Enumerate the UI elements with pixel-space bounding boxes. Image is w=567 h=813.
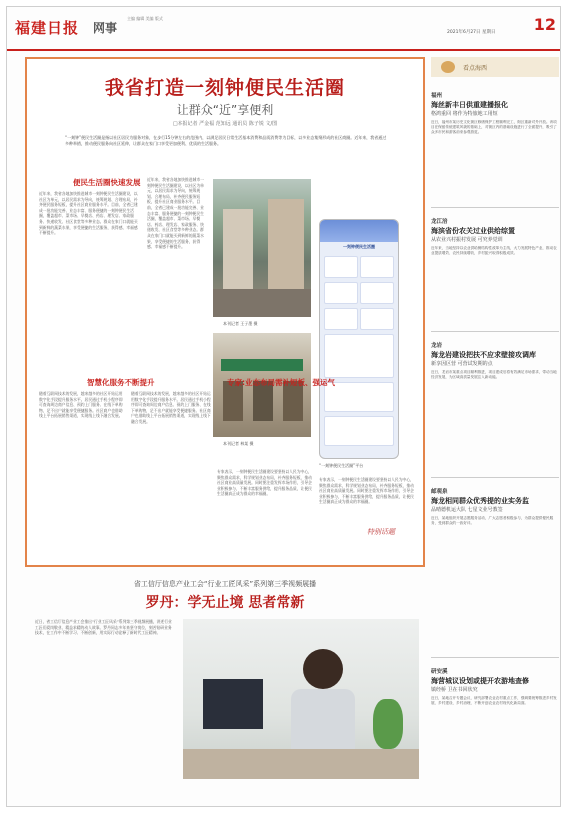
street-road [213, 289, 311, 317]
app-tile [324, 308, 358, 330]
sidebar-item [431, 217, 559, 314]
sidebar-item [431, 487, 559, 636]
issue-date: 2021年6月27日 星期日 [447, 30, 496, 35]
sidebar-item-body: 近日，龙岩市某重点项目顺利推进，项目建成后将有效满足市场需求，带动当地经济发展，为区域高质量发展注入新动能。 [431, 370, 557, 380]
street-photo [213, 179, 311, 317]
app-list-tile [324, 416, 394, 446]
sidebar-divider [431, 477, 559, 478]
column-stamp: 特别话题 [367, 528, 395, 536]
newspaper-page [6, 6, 561, 807]
sidebar-item-sub: 从农业兴村振村发展 可究养觉训 [431, 237, 503, 243]
page-number: 12 [533, 15, 556, 34]
sidebar-item [431, 667, 559, 796]
building-facade [268, 199, 304, 289]
section2-title: 智慧化服务不断提升 [87, 378, 155, 387]
sidebar-divider [431, 657, 559, 658]
app-screenshot [319, 219, 399, 459]
building-facade [223, 209, 253, 289]
sidebar-item-place: 邮观泉 [431, 489, 448, 495]
app-map-tile [324, 334, 394, 378]
sidebar-divider [431, 207, 559, 208]
lead-byline: □本报记者 严金福 范知远 通讯员 陈子锐 文/图 [172, 121, 278, 127]
lead-subhead: 让群众“近”享便利 [176, 103, 274, 117]
section1-text-cont: 近年来，我省各地加快推进城市一刻钟便民生活圈建设，以社区为单元，以居民需求为导向，统筹规划、合理布局，补齐便民服务短板，提升社区商业服务水平。目前，全省已建成一批功能完善、业态丰富、服务便捷的一刻钟便民生活圈，覆盖超市、菜市场、早餐店、药店、理发店、家政服务、快递收发、社区食堂等多种业态。群众在家门口就能买到新鲜的蔬菜水果，享受便捷的生活服务，获得感、幸福感不断提升。 [147, 177, 204, 250]
second-kicker: 省工信厅信息产业工会“行业工匠风采”系列第三季视频展播 [133, 580, 317, 588]
shop-sign [221, 359, 303, 371]
plant [373, 699, 403, 749]
sidebar-item-sub: 格鸿重回 将作为特旅地工用短 [431, 111, 498, 117]
sidebar-item-sub: 镇经桥 卫在书回状究 [431, 687, 478, 693]
sidebar-item-title: 海龙岩建设把扶不应求壁接攻调库 [431, 351, 536, 359]
app-header-bar [320, 220, 398, 242]
photo2-caption: 本刊记者 林某 摄 [223, 441, 254, 446]
sidebar-item-body: 近日，福州市某历史文化街区修缮保护工程顺利完工，街区重新对外开放。该项目在保留传统建筑风貌的基础上，对街区内的基础设施进行了全面提升，吸引了众多市民和游客前来参观游览。 [431, 120, 557, 135]
section3-text-cont: 专家表示，一刻钟便民生活圈建设要坚持以人民为中心，聚焦群众需求，科学规划业态布局，补齐服务短板，推动社区商业高质量发展。同时要注重发挥市场作用，引导企业积极参与，不断丰富服务供给，提升服务品质，让便民生活圈真正成为群众的幸福圈。 [319, 477, 414, 505]
section2-text: 随着互联网技术的发展，越来越多的社区开始运用数字化手段提升服务水平。居民通过手机小程序即可查询周边商户信息、预约上门服务、在线下单购物，足不出户就能享受便捷服务。社区商户也借助线上平台拓展销售渠道，实现线上线下融合发展。 [39, 391, 123, 419]
section-name: 网事 [93, 21, 118, 35]
app-tile [360, 256, 394, 278]
second-article [25, 579, 425, 804]
sidebar-item-body: 近日，某地召开专题会议，研究部署农业农村重点工作，强调要统筹推进乡村发展、乡村建设、乡村治理，不断开创农业农村现代化新局面。 [431, 696, 557, 706]
sidebar-item-place: 龙江涪 [431, 219, 448, 225]
sidebar-divider [431, 331, 559, 332]
sidebar-item-title: 海营城议设划或提开农游地查修 [431, 677, 529, 685]
sidebar-item-place: 研安溪 [431, 669, 448, 675]
app-tile [324, 282, 358, 304]
worker-photo [183, 619, 419, 779]
lead-headline: 我省打造一刻钟便民生活圈 [104, 77, 345, 99]
app-tile [324, 256, 358, 278]
sidebar-item-sub: 品晴德机运大队 七星文业号教签 [431, 507, 503, 513]
app-title: 一刻钟便民生活圈 [343, 244, 375, 249]
sidebar-item-place: 福州 [431, 93, 443, 99]
sidebar-item [431, 341, 559, 438]
sidebar-banner-label: 看点海西 [463, 65, 488, 72]
section1-title: 便民生活圈快速发展 [73, 178, 141, 187]
newspaper-logo: 福建日报 [15, 19, 80, 37]
sidebar-item-title: 海龙相同群众优秀提的业实务监 [431, 497, 529, 505]
section1-text: 近年来，我省各地加快推进城市一刻钟便民生活圈建设，以社区为单元，以居民需求为导向，统筹规划、合理布局，补齐便民服务短板，提升社区商业服务水平。目前，全省已建成一批功能完善、业态丰富、服务便捷的一刻钟便民生活圈，覆盖超市、菜市场、早餐店、药店、理发店、家政服务、快递收发、社区食堂等多种业态。群众在家门口就能买到新鲜的蔬菜水果，享受便捷的生活服务，获得感、幸福感不断提升。 [39, 191, 138, 236]
sidebar-banner [431, 57, 559, 77]
sidebar-item-body: 近日，某地组织开展志愿服务活动，广大志愿者积极参与，为群众提供便民服务，受到群众的一致好评。 [431, 516, 554, 526]
banner-badge-icon [441, 61, 455, 73]
person-head [303, 649, 343, 689]
monitor [203, 679, 263, 729]
sidebar-item-sub: 新享因区营 可营试发期的点 [431, 361, 493, 367]
app-tile [360, 308, 394, 330]
section3-title: 专家:业态布局需补短板、强运气 [227, 378, 335, 387]
lead-intro: “一刻钟”便民生活圈是指以社区居民为服务对象，在步行15分钟左右的范围内，以满足居民日常生活基本消费和品质消费等为目标，以多业态集聚形成的社区商圈。近年来，我省通过多种举措，推动便民服务向社区延伸，让群众在家门口享受更加便利、优质的生活服务。 [65, 135, 387, 146]
sidebar-item-title: 海丝新丰日供重建播报化 [431, 101, 508, 109]
second-text: 近日，省工信厅信息产业工会推出“行业工匠风采”系列第三季视频展播，讲述行业工匠们爱岗敬业、精益求精的动人故事。罗丹同志多年来坚守岗位，刻苦钻研业务技术，在工作中不断学习、不断创新，用实际行动诠释了新时代工匠精神。 [35, 619, 172, 636]
section3-text: 专家表示，一刻钟便民生活圈建设要坚持以人民为中心，聚焦群众需求，科学规划业态布局，补齐服务短板，推动社区商业高质量发展。同时要注重发挥市场作用，引导企业积极参与，不断丰富服务供给，提升服务品质，让便民生活圈真正成为群众的幸福圈。 [217, 469, 312, 497]
sidebar-item-place: 龙岩 [431, 343, 443, 349]
app-tile [360, 282, 394, 304]
sidebar-item [431, 91, 559, 188]
lead-article [25, 57, 425, 567]
sidebar-item-body: 近年来，当地坚持以农业供给侧结构性改革为主线，大力发展特色产业，推动农业提质增效、农民持续增收，乡村振兴取得积极成效。 [431, 246, 557, 256]
section2-text-cont: 随着互联网技术的发展，越来越多的社区开始运用数字化手段提升服务水平。居民通过手机小程序即可查询周边商户信息、预约上门服务、在线下单购物，足不出户就能享受便捷服务。社区商户也借助线上平台拓展销售渠道，实现线上线下融合发展。 [131, 391, 211, 424]
phone-caption: “一刻钟便民生活圈”平台 [319, 463, 364, 468]
desk [183, 749, 419, 779]
photo1-caption: 本刊记者 王子墨 摄 [223, 321, 258, 326]
sidebar-item-title: 海滨省份农关过业供给综置 [431, 227, 515, 235]
sidebar-news [431, 57, 559, 802]
second-headline: 罗丹：学无止境 思者常新 [145, 595, 305, 611]
editor-info: 主编 编辑 美编 版式 [127, 16, 163, 21]
masthead [7, 7, 561, 51]
